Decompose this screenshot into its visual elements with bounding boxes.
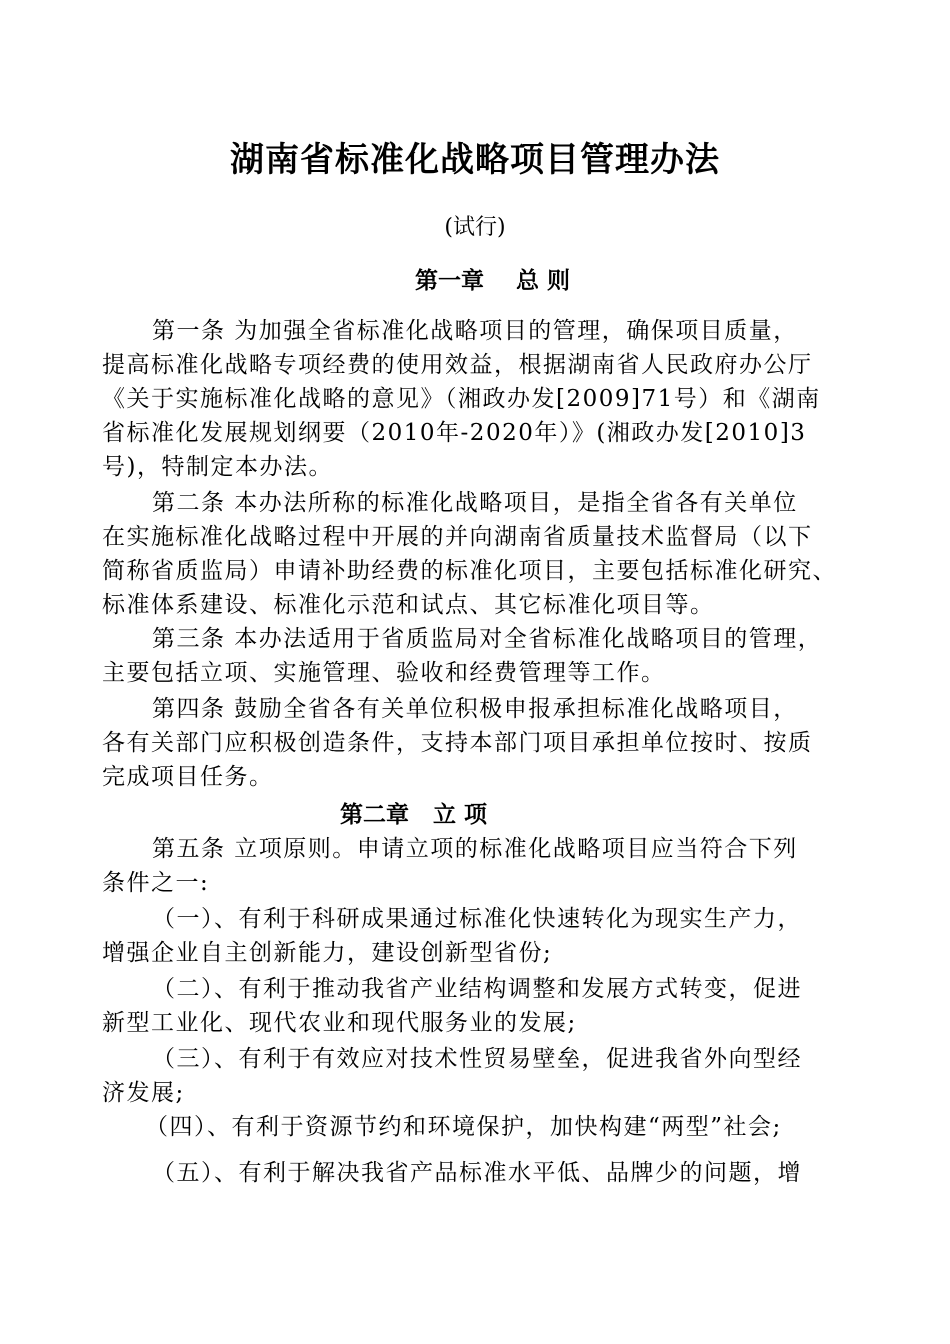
text-line: 《关于实施标准化战略的意见》（湘政办发[2009]71号）和《湖南 (102, 386, 821, 412)
text-line: 第二条 本办法所称的标准化战略项目，是指全省各有关单位 (152, 490, 798, 516)
text-line: 新型工业化、现代农业和现代服务业的发展; (102, 1010, 577, 1036)
text-line: 第三条 本办法适用于省质监局对全省标准化战略项目的管理， (152, 626, 823, 652)
text-line: 号)，特制定本办法。 (102, 454, 333, 480)
text-line: 第四条 鼓励全省各有关单位积极申报承担标准化战略项目， (152, 696, 798, 722)
text-line: 在实施标准化战略过程中开展的并向湖南省质量技术监督局（以下 (102, 524, 813, 550)
text-line: 增强企业自主创新能力，建设创新型省份; (102, 940, 553, 966)
text-line: 完成项目任务。 (102, 764, 274, 790)
text-line: （一）、有利于科研成果通过标准化快速转化为现实生产力， (152, 906, 802, 932)
text-line: （二）、有利于推动我省产业结构调整和发展方式转变，促进 (152, 976, 802, 1002)
text-line: 标准体系建设、标准化示范和试点、其它标准化项目等。 (102, 592, 715, 618)
text-line: 主要包括立项、实施管理、验收和经费管理等工作。 (102, 660, 666, 686)
document-title: 湖南省标准化战略项目管理办法 (230, 140, 720, 180)
text-line: 条件之一: (102, 870, 210, 896)
chapter-heading-1: 第一章 总 则 (415, 268, 571, 294)
document-subtitle: (试行) (444, 215, 506, 240)
text-line: 简称省质监局）申请补助经费的标准化项目，主要包括标准化研究、 (102, 558, 837, 584)
chapter-heading-2: 第二章 立 项 (340, 802, 488, 828)
text-line: （五）、有利于解决我省产品标准水平低、品牌少的问题，增 (152, 1160, 802, 1186)
text-line: 各有关部门应积极创造条件，支持本部门项目承担单位按时、按质 (102, 730, 813, 756)
text-line: 第一条 为加强全省标准化战略项目的管理，确保项目质量， (152, 318, 798, 344)
text-line: （四）、有利于资源节约和环境保护，加快构建“两型”社会; (145, 1114, 782, 1140)
text-line: 第五条 立项原则。申请立项的标准化战略项目应当符合下列 (152, 836, 798, 862)
text-line: （三）、有利于有效应对技术性贸易壁垒，促进我省外向型经 (152, 1046, 802, 1072)
text-line: 省标准化发展规划纲要（2010年-2020年）》(湘政办发[2010]3 (102, 420, 807, 446)
text-line: 济发展; (102, 1080, 185, 1106)
text-line: 提高标准化战略专项经费的使用效益，根据湖南省人民政府办公厅 (102, 352, 813, 378)
